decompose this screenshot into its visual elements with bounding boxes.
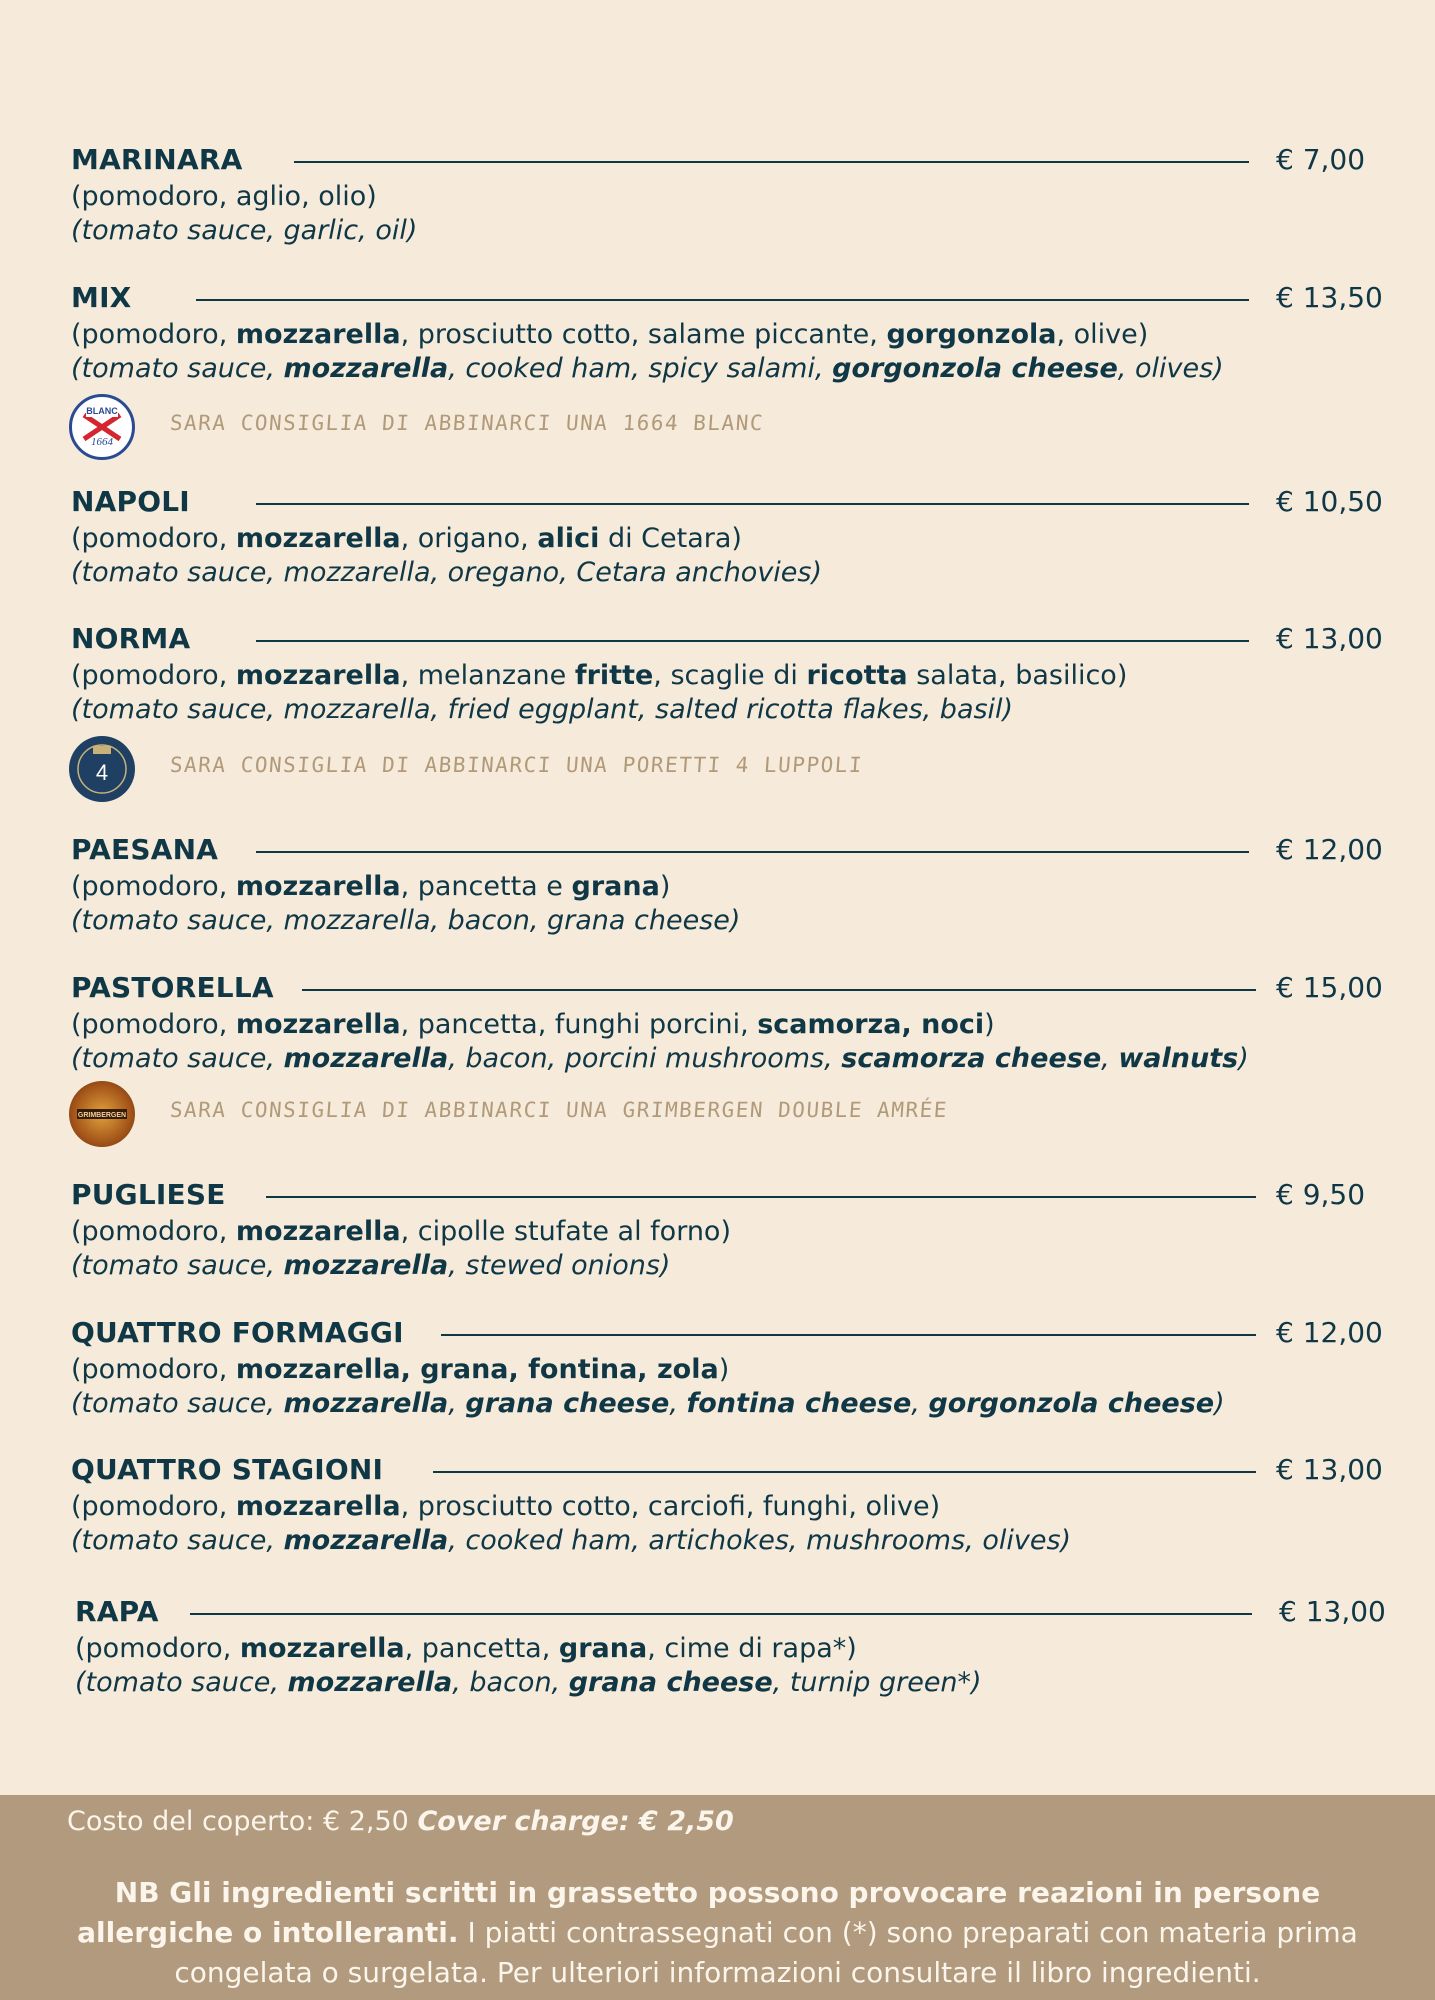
beer-1664-blanc-logo <box>69 394 135 460</box>
ingredient-text: ) <box>1214 1388 1225 1419</box>
divider <box>433 1471 1256 1473</box>
allergen-ingredient: grana <box>558 1633 648 1664</box>
allergen-ingredient: grana cheese <box>465 1388 670 1419</box>
cover-charge-it: Costo del coperto: € 2,50 <box>67 1806 409 1837</box>
item-price: € 13,00 <box>1276 1453 1383 1486</box>
ingredient-text: (pomodoro, <box>71 1009 236 1040</box>
allergen-note-text: I piatti contrassegnati con (*) sono preparati con materia prima congelata o surgelata. Per ulteriori informazioni consultare il libro ingredienti. <box>174 1916 1358 1989</box>
footer <box>0 1795 1435 2000</box>
item-price: € 12,00 <box>1276 1316 1383 1349</box>
ingredients-it <box>71 1353 1381 1387</box>
allergen-ingredient: alici <box>537 523 600 554</box>
allergen-ingredient: mozzarella <box>235 523 401 554</box>
item-name: NORMA <box>71 622 191 655</box>
ingredients-en <box>71 1387 1381 1421</box>
divider <box>302 989 1256 991</box>
menu-item <box>71 968 1381 1076</box>
menu-item <box>71 482 1381 590</box>
allergen-ingredient: fontina cheese <box>686 1388 912 1419</box>
ingredients-it <box>71 870 1381 904</box>
svg-text:BLANC: BLANC <box>86 406 118 416</box>
item-name: MARINARA <box>71 143 243 176</box>
divider <box>256 503 1249 505</box>
allergen-ingredient: mozzarella <box>283 1250 449 1281</box>
allergen-ingredient: gorgonzola <box>886 319 1057 350</box>
ingredient-text: (pomodoro, <box>71 1354 236 1385</box>
allergen-ingredient: mozzarella <box>235 871 401 902</box>
allergen-ingredient: mozzarella <box>283 1043 449 1074</box>
allergen-ingredient: scamorza, noci <box>757 1009 985 1040</box>
beer-poretti-logo-graphic <box>69 736 135 802</box>
ingredient-text: ) <box>659 871 671 902</box>
allergen-ingredient: mozzarella <box>235 1216 401 1247</box>
item-name: MIX <box>71 281 132 314</box>
allergen-ingredient: mozzarella <box>235 1491 401 1522</box>
ingredients-en <box>71 904 1381 938</box>
ingredient-text: , <box>1101 1043 1119 1074</box>
ingredient-text: , scaglie di <box>653 660 807 691</box>
allergen-ingredient: mozzarella, grana, fontina, zola <box>235 1354 719 1385</box>
beer-advice: SARA CONSIGLIA DI ABBINARCI UNA 1664 BLANC <box>169 411 765 435</box>
item-price: € 13,50 <box>1276 281 1383 314</box>
svg-text:GRIMBERGEN: GRIMBERGEN <box>77 1112 127 1119</box>
ingredient-text: (pomodoro, aglio, olio) <box>71 181 377 212</box>
item-price: € 15,00 <box>1276 971 1383 1004</box>
divider <box>441 1334 1256 1336</box>
item-name: RAPA <box>75 1595 159 1628</box>
svg-text:1664: 1664 <box>91 436 113 448</box>
ingredient-text: , melanzane <box>400 660 575 691</box>
beer-advice: SARA CONSIGLIA DI ABBINARCI UNA PORETTI 4 LUPPOLI <box>169 753 864 777</box>
beer-1664-blanc-logo-graphic <box>72 397 132 457</box>
menu-item <box>71 830 1381 938</box>
allergen-ingredient: grana cheese <box>568 1667 773 1698</box>
ingredient-text: , origano, <box>400 523 538 554</box>
allergen-ingredient: ricotta <box>806 660 908 691</box>
ingredient-text: (tomato sauce, <box>75 1667 288 1698</box>
allergen-ingredient: walnuts <box>1118 1043 1239 1074</box>
item-name: QUATTRO FORMAGGI <box>71 1316 404 1349</box>
allergen-note <box>40 1873 1395 1993</box>
allergen-note-bold: NB Gli ingredienti scritti in grassetto possono provocare reazioni in persone allergiche o intolleranti. <box>77 1876 1321 1949</box>
menu-item <box>75 1592 1385 1700</box>
allergen-ingredient: gorgonzola cheese <box>928 1388 1215 1419</box>
ingredient-text: , pancetta e <box>400 871 572 902</box>
ingredient-text: (pomodoro, <box>71 523 236 554</box>
ingredient-text: , prosciutto cotto, carciofi, funghi, olive) <box>400 1491 941 1522</box>
item-name: PAESANA <box>71 833 219 866</box>
beer-poretti-logo <box>69 736 135 802</box>
item-price: € 12,00 <box>1276 833 1383 866</box>
ingredient-text: , bacon, porcini mushrooms, <box>448 1043 842 1074</box>
ingredient-text: (tomato sauce, <box>71 1388 284 1419</box>
item-name: NAPOLI <box>71 485 190 518</box>
allergen-ingredient: mozzarella <box>235 1009 401 1040</box>
ingredient-text: ) <box>984 1009 995 1040</box>
ingredient-text: ) <box>718 1354 730 1385</box>
allergen-ingredient: mozzarella <box>235 319 401 350</box>
ingredient-text: , olives) <box>1117 353 1224 384</box>
menu-item <box>71 619 1381 727</box>
ingredients-en <box>71 352 1381 386</box>
item-price: € 10,50 <box>1276 485 1383 518</box>
ingredient-text: salata, basilico) <box>907 660 1128 691</box>
ingredients-it <box>71 1490 1381 1524</box>
ingredients-it <box>71 659 1381 693</box>
ingredient-text: (pomodoro, <box>71 1491 236 1522</box>
ingredients-en <box>71 1249 1381 1283</box>
ingredients-en <box>71 1042 1381 1076</box>
ingredient-text: , bacon, <box>452 1667 569 1698</box>
divider <box>256 851 1249 853</box>
ingredient-text: , turnip green*) <box>772 1667 982 1698</box>
ingredients-it <box>71 180 1381 214</box>
ingredient-text: , cipolle stufate al forno) <box>400 1216 731 1247</box>
allergen-ingredient: mozzarella <box>239 1633 405 1664</box>
ingredient-text: , cooked ham, spicy salami, <box>448 353 833 384</box>
cover-charge <box>67 1803 734 1841</box>
ingredients-en <box>71 214 1381 248</box>
allergen-ingredient: mozzarella <box>287 1667 453 1698</box>
ingredient-text: (tomato sauce, mozzarella, fried eggplant, salted ricotta flakes, basil) <box>71 694 1014 725</box>
ingredient-text: (pomodoro, <box>71 319 236 350</box>
item-name: PASTORELLA <box>71 971 274 1004</box>
item-price: € 13,00 <box>1279 1595 1386 1628</box>
beer-grimbergen-logo-graphic <box>69 1081 135 1147</box>
allergen-ingredient: fritte <box>574 660 654 691</box>
ingredient-text: (tomato sauce, mozzarella, bacon, grana cheese) <box>71 905 741 936</box>
ingredient-text: (tomato sauce, <box>71 353 284 384</box>
allergen-ingredient: mozzarella <box>283 1388 449 1419</box>
ingredient-text: , <box>448 1388 466 1419</box>
ingredients-en <box>71 693 1381 727</box>
item-price: € 7,00 <box>1276 143 1366 176</box>
item-name: PUGLIESE <box>71 1178 226 1211</box>
beer-pairing <box>69 736 969 804</box>
allergen-ingredient: gorgonzola cheese <box>832 353 1118 384</box>
ingredients-en <box>71 556 1381 590</box>
ingredients-it <box>71 318 1381 352</box>
beer-pairing <box>69 1081 969 1149</box>
allergen-ingredient: scamorza cheese <box>841 1043 1102 1074</box>
ingredients-en <box>75 1666 1385 1700</box>
menu-item <box>71 278 1381 386</box>
ingredient-text: , pancetta, <box>404 1633 559 1664</box>
ingredient-text: , <box>669 1388 687 1419</box>
item-price: € 13,00 <box>1276 622 1383 655</box>
ingredient-text: , prosciutto cotto, salame piccante, <box>400 319 887 350</box>
divider <box>256 640 1249 642</box>
beer-grimbergen-logo <box>69 1081 135 1147</box>
ingredient-text: (tomato sauce, mozzarella, oregano, Cetara anchovies) <box>71 557 823 588</box>
ingredient-text: (tomato sauce, garlic, oil) <box>71 215 418 246</box>
ingredient-text: , cooked ham, artichokes, mushrooms, olives) <box>448 1525 1072 1556</box>
menu-item <box>71 1313 1381 1421</box>
allergen-ingredient: mozzarella <box>283 353 449 384</box>
ingredient-text: (pomodoro, <box>71 871 236 902</box>
divider <box>196 299 1249 301</box>
divider <box>266 1196 1256 1198</box>
divider <box>294 161 1249 163</box>
ingredient-text: (pomodoro, <box>71 660 236 691</box>
ingredient-text: (tomato sauce, <box>71 1043 284 1074</box>
cover-charge-en: Cover charge: € 2,50 <box>417 1806 734 1837</box>
ingredients-en <box>71 1524 1381 1558</box>
divider <box>190 1613 1252 1615</box>
ingredient-text: (pomodoro, <box>75 1633 240 1664</box>
ingredient-text: ) <box>1238 1043 1249 1074</box>
ingredients-it <box>71 1215 1381 1249</box>
beer-advice: SARA CONSIGLIA DI ABBINARCI UNA GRIMBERGEN DOUBLE AMRÉE <box>169 1098 949 1122</box>
ingredients-it <box>75 1632 1385 1666</box>
ingredient-text: , <box>911 1388 929 1419</box>
ingredient-text: di Cetara) <box>599 523 742 554</box>
svg-text:4: 4 <box>95 760 109 785</box>
menu-item <box>71 1175 1381 1283</box>
ingredients-it <box>71 522 1381 556</box>
allergen-ingredient: grana <box>571 871 660 902</box>
item-price: € 9,50 <box>1276 1178 1366 1211</box>
menu-item <box>71 1450 1381 1558</box>
ingredient-text: , cime di rapa*) <box>647 1633 857 1664</box>
item-name: QUATTRO STAGIONI <box>71 1453 384 1486</box>
ingredient-text: , olive) <box>1056 319 1149 350</box>
ingredient-text: (tomato sauce, <box>71 1250 284 1281</box>
ingredients-it <box>71 1008 1381 1042</box>
menu-item <box>71 140 1381 248</box>
ingredient-text: (tomato sauce, <box>71 1525 284 1556</box>
ingredient-text: (pomodoro, <box>71 1216 236 1247</box>
ingredient-text: , stewed onions) <box>448 1250 671 1281</box>
allergen-ingredient: mozzarella <box>235 660 401 691</box>
allergen-ingredient: mozzarella <box>283 1525 449 1556</box>
beer-pairing <box>69 394 969 462</box>
ingredient-text: , pancetta, funghi porcini, <box>400 1009 758 1040</box>
